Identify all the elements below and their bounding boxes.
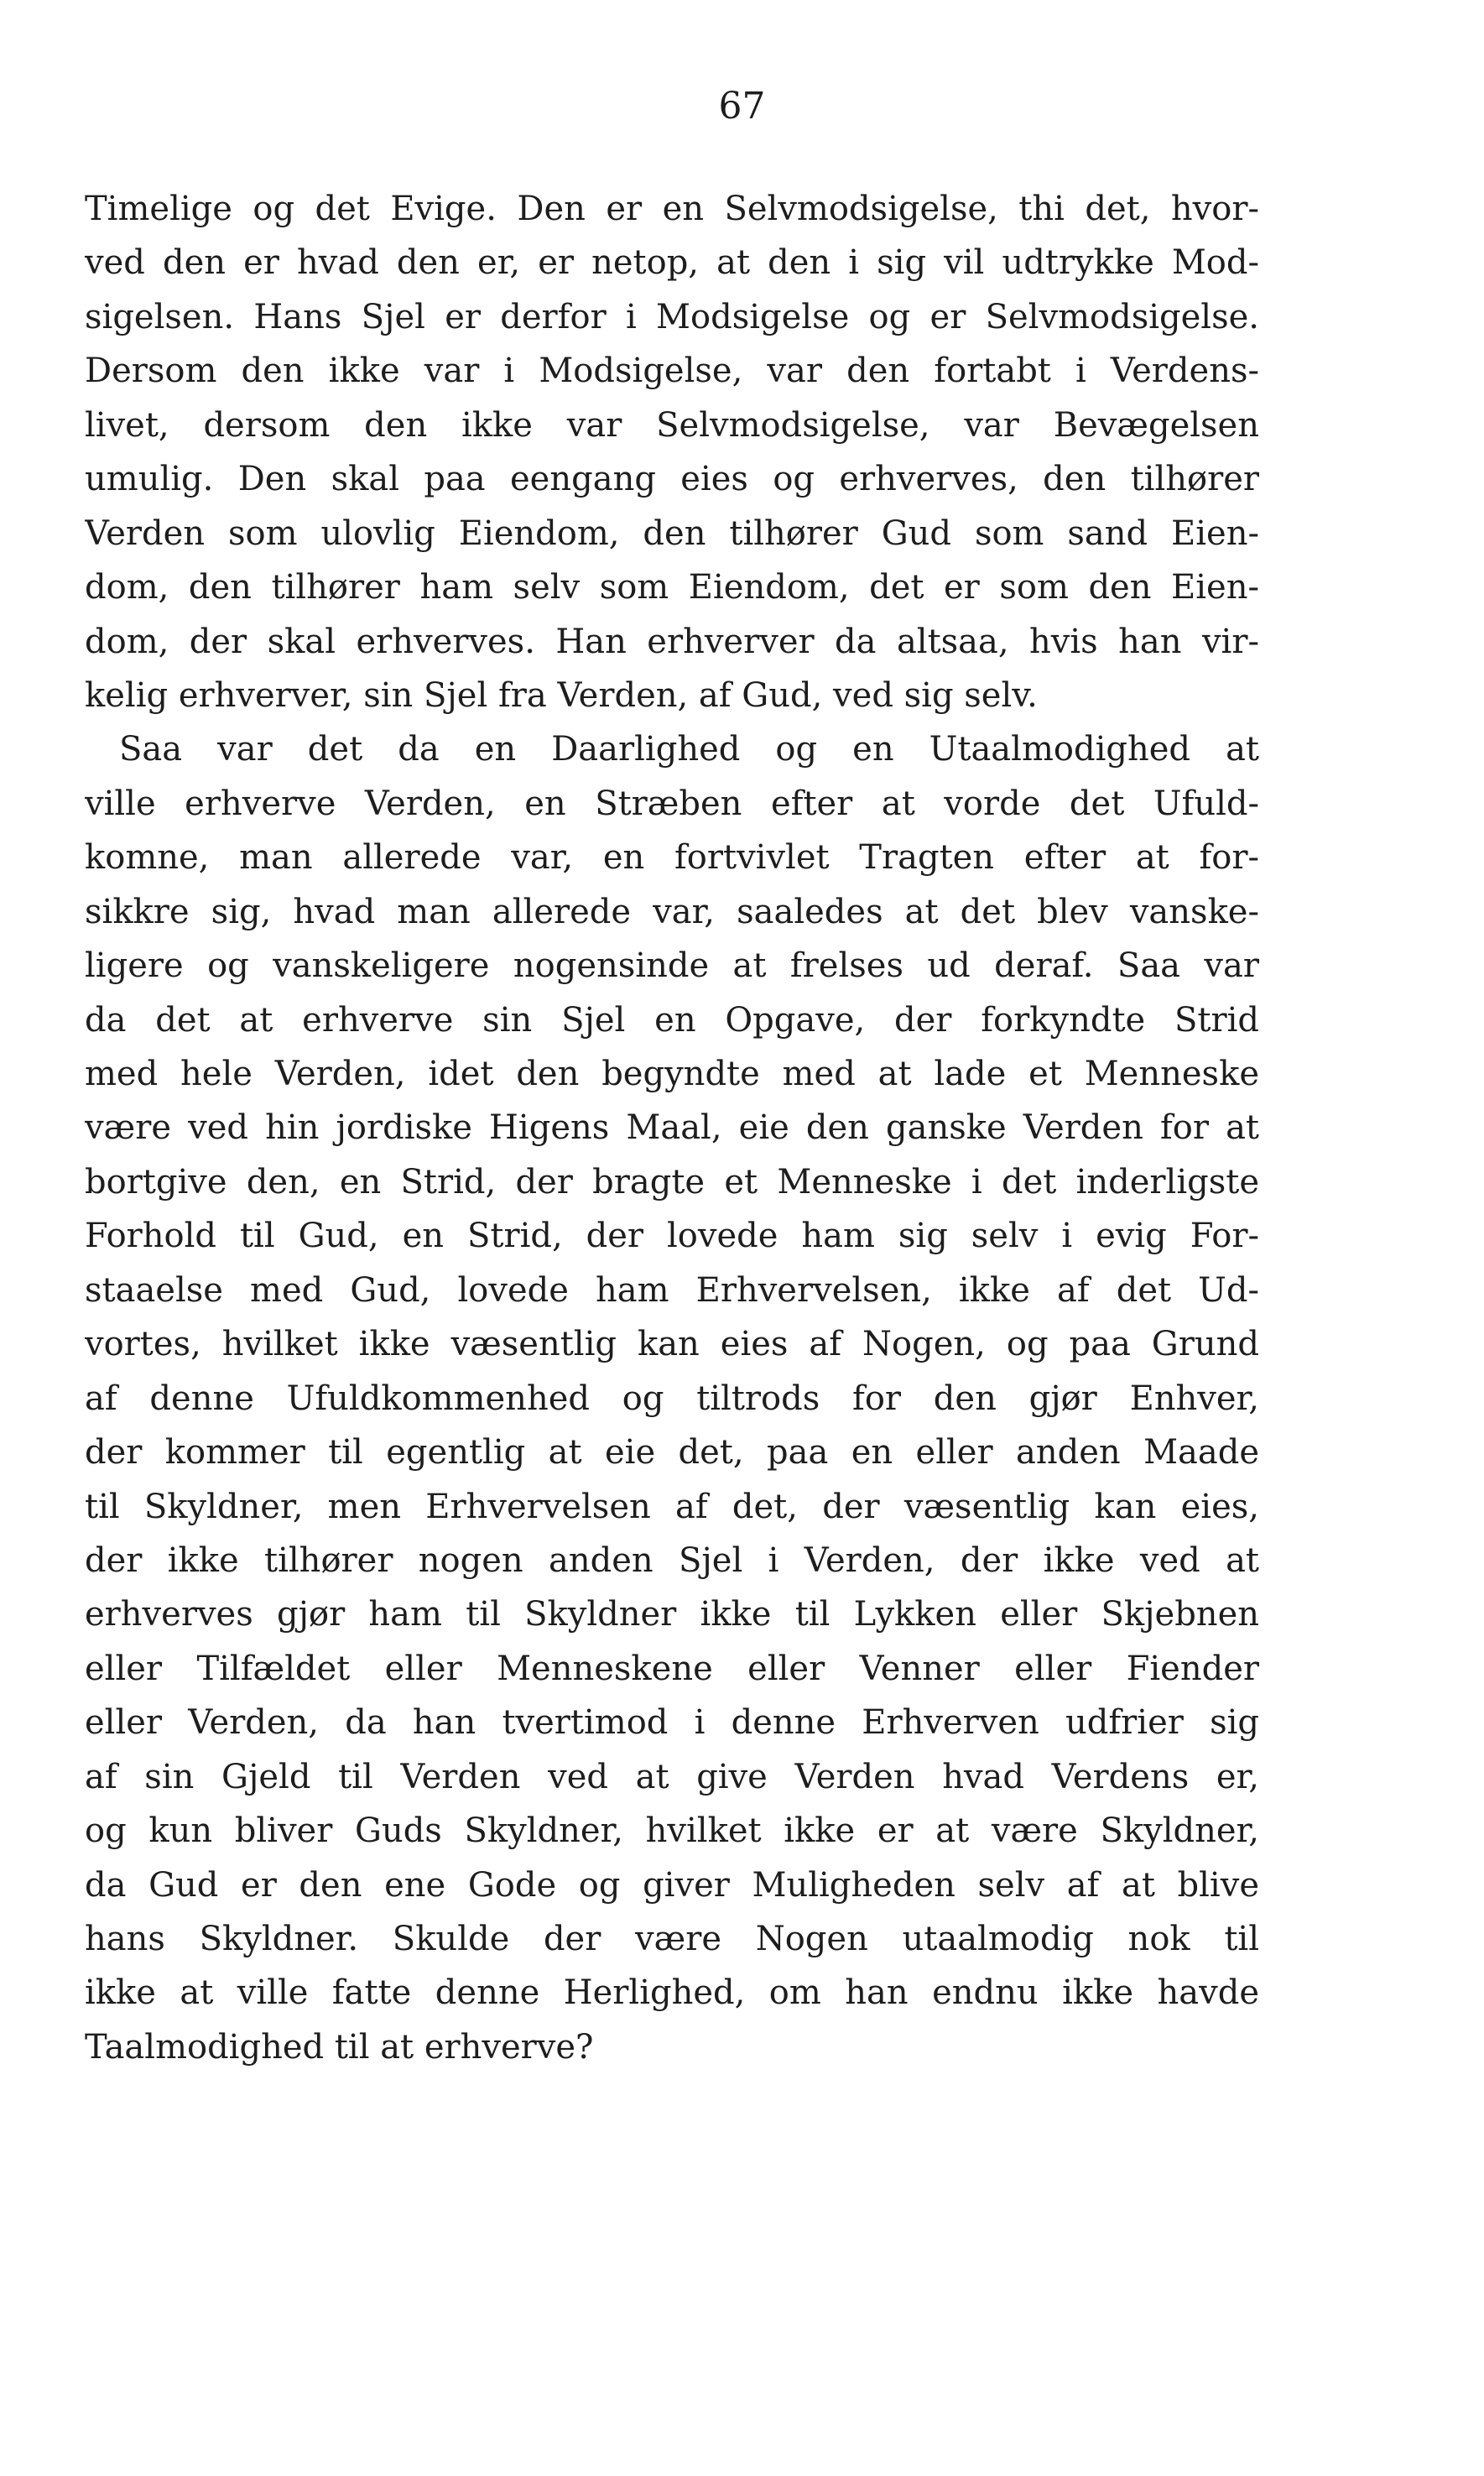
text-line: Timelige og det Evige. Den er en Selvmodsigelse, thi det, hvor- — [85, 190, 1259, 228]
text-line: Forhold til Gud, en Strid, der lovede ham sig selv i evig For- — [85, 1217, 1259, 1256]
text-line: være ved hin jordiske Higens Maal, eie den ganske Verden for at — [85, 1108, 1259, 1148]
text-line: dom, der skal erhverves. Han erhverver da altsaa, hvis han vir- — [85, 622, 1259, 661]
text-line: ville erhverve Verden, en Stræben efter at vorde det Ufuld- — [85, 784, 1259, 823]
text-line: hans Skyldner. Skulde der være Nogen utaalmodig nok til — [85, 1920, 1259, 1958]
text-line: staaelse med Gud, lovede ham Erhvervelsen, ikke af det Ud- — [85, 1270, 1259, 1310]
page-number: 67 — [718, 85, 766, 128]
text-line: der kommer til egentlig at eie det, paa en eller anden Maade — [85, 1433, 1259, 1473]
text-line: der ikke tilhører nogen anden Sjel i Verden, der ikke ved at — [85, 1540, 1259, 1580]
text-line: dom, den tilhører ham selv som Eiendom, det er som den Eien- — [85, 568, 1259, 607]
text-line: sigelsen. Hans Sjel er derfor i Modsigelse og er Selvmodsigelse. — [85, 297, 1259, 336]
text-line: Verden som ulovlig Eiendom, den tilhører Gud som sand Eien- — [85, 513, 1259, 553]
text-line: ved den er hvad den er, er netop, at den i sig vil udtrykke Mod- — [85, 243, 1259, 283]
text-line: umulig. Den skal paa eengang eies og erhverves, den tilhører — [85, 460, 1259, 499]
text-line: af denne Ufuldkommenhed og tiltrods for den gjør Enhver, — [85, 1379, 1259, 1418]
text-line: da det at erhverve sin Sjel en Opgave, der forkyndte Strid — [85, 1000, 1259, 1040]
text-line: bortgive den, en Strid, der bragte et Menneske i det inderligste — [85, 1162, 1259, 1202]
text-line: ikke at ville fatte denne Herlighed, om han endnu ikke havde — [85, 1973, 1259, 2013]
text-line: kelig erhverver, sin Sjel fra Verden, af Gud, ved sig selv. — [85, 675, 1038, 715]
text-line: Dersom den ikke var i Modsigelse, var den fortabt i Verdens- — [85, 352, 1259, 391]
body-text — [85, 182, 1259, 2074]
text-line: sikkre sig, hvad man allerede var, saaledes at det blev vanske- — [85, 892, 1259, 931]
text-line: til Skyldner, men Erhvervelsen af det, der væsentlig kan eies, — [85, 1487, 1259, 1526]
text-line: ligere og vanskeligere nogensinde at frelses ud deraf. Saa var — [85, 946, 1259, 986]
text-line: komne, man allerede var, en fortvivlet Tragten efter at for- — [85, 838, 1259, 878]
text-line: da Gud er den ene Gode og giver Muligheden selv af at blive — [85, 1865, 1259, 1905]
paragraph-start-line: Saa var det da en Daarlighed og en Utaalmodighed at — [119, 730, 1259, 769]
text-line: med hele Verden, idet den begyndte med at lade et Menneske — [85, 1055, 1259, 1093]
text-line: eller Verden, da han tvertimod i denne Erhverven udfrier sig — [85, 1703, 1259, 1743]
text-line: erhverves gjør ham til Skyldner ikke til Lykken eller Skjebnen — [85, 1595, 1259, 1634]
text-line: af sin Gjeld til Verden ved at give Verden hvad Verdens er, — [85, 1757, 1259, 1796]
text-line: og kun bliver Guds Skyldner, hvilket ikke er at være Skyldner, — [85, 1811, 1259, 1851]
text-line: eller Tilfældet eller Menneskene eller Venner eller Fiender — [85, 1649, 1259, 1688]
text-line: vortes, hvilket ikke væsentlig kan eies af Nogen, og paa Grund — [85, 1325, 1259, 1364]
text-line: livet, dersom den ikke var Selvmodsigelse, var Bevægelsen — [85, 405, 1259, 445]
text-line: Taalmodighed til at erhverve? — [85, 2027, 594, 2067]
